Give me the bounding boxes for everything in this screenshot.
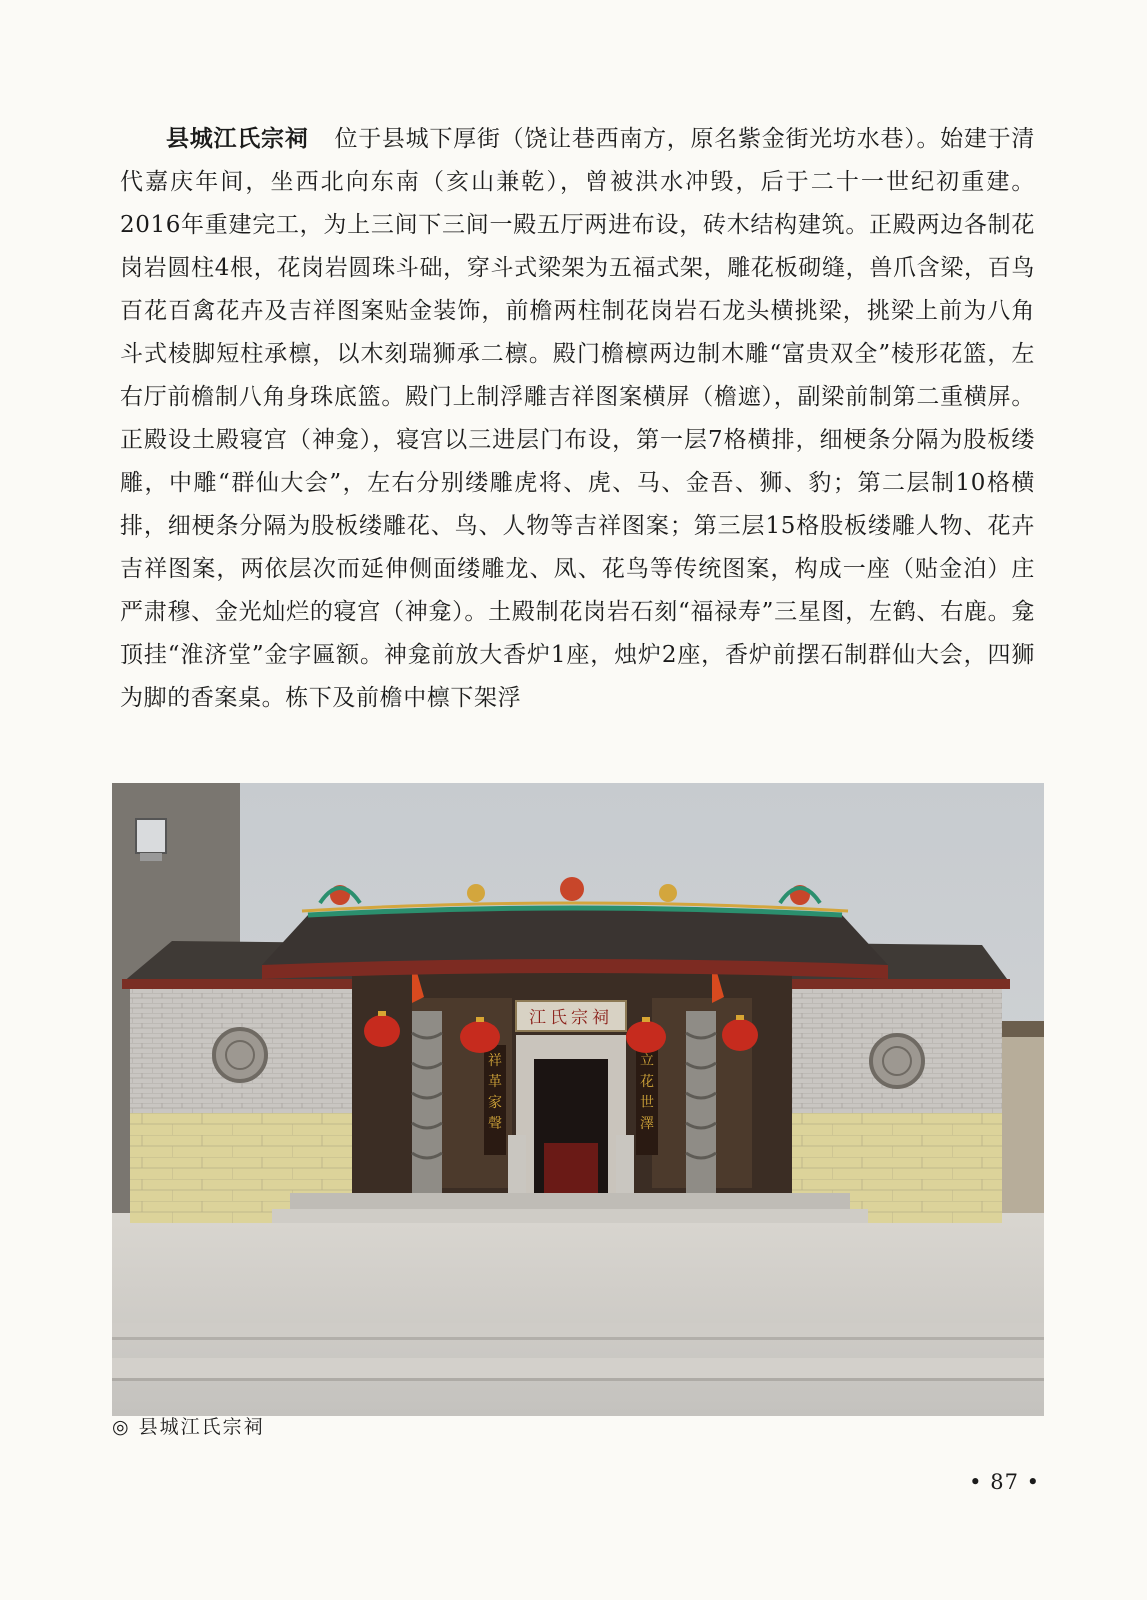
page-number: • 87 • bbox=[969, 1470, 1040, 1494]
article-text: 位于县城下厚街（饶让巷西南方，原名紫金街光坊水巷）。始建于清代嘉庆年间，坐西北向东南（亥山兼乾），曾被洪水冲毁，后于二十一世纪初重建。2016年重建完工，为上三间下三间一殿五厅两进布设，砖木结构建筑。正殿两边各制花岗岩圆柱4根，花岗岩圆珠斗础，穿斗式梁架为五福式架，雕花板砌缝，兽爪含梁，百鸟百花百禽花卉及吉祥图案贴金装饰，前檐两柱制花岗岩石龙头横挑梁，挑梁上前为八角斗式棱脚短柱承檩，以木刻瑞狮承二檩。殿门檐檩两边制木雕“富贵双全”棱形花篮，左右厅前檐制八角身珠底篮。殿门上制浮雕吉祥图案横屏（檐遮），副梁前制第二重横屏。正殿设土殿寝宫（神龛），寝宫以三进层门布设，第一层7格横排，细梗条分隔为股板缕雕，中雕“群仙大会”，左右分别缕雕虎将、虎、马、金吾、狮、豹；第二层制10格横排，细梗条分隔为股板缕雕花、鸟、人物等吉祥图案；第三层15格股板缕雕人物、花卉吉祥图案，两依层次而延伸侧面缕雕龙、凤、花鸟等传统图案，构成一座（贴金泊）庄严肃穆、金光灿烂的寝宫（神龛）。土殿制花岗岩石刻“福禄寿”三星图，左鹤、右鹿。龛顶挂“淮济堂”金字匾额。神龛前放大香炉1座，烛炉2座，香炉前摆石制群仙大会，四狮为脚的香案桌。栋下及前檐中檩下架浮 bbox=[120, 126, 1036, 711]
plaque-text: 江氏宗祠 bbox=[529, 1008, 613, 1028]
figure-caption bbox=[112, 1412, 265, 1439]
caption-mark: ◎ bbox=[112, 1416, 131, 1438]
right-couplet: 立花世澤 bbox=[640, 1053, 654, 1132]
article-body bbox=[120, 118, 1035, 720]
left-couplet: 祥革家聲 bbox=[488, 1053, 502, 1132]
ancestral-hall-photo bbox=[112, 783, 1044, 1416]
caption-text: 县城江氏宗祠 bbox=[138, 1416, 265, 1438]
entry-title: 县城江氏宗祠 bbox=[166, 126, 309, 152]
